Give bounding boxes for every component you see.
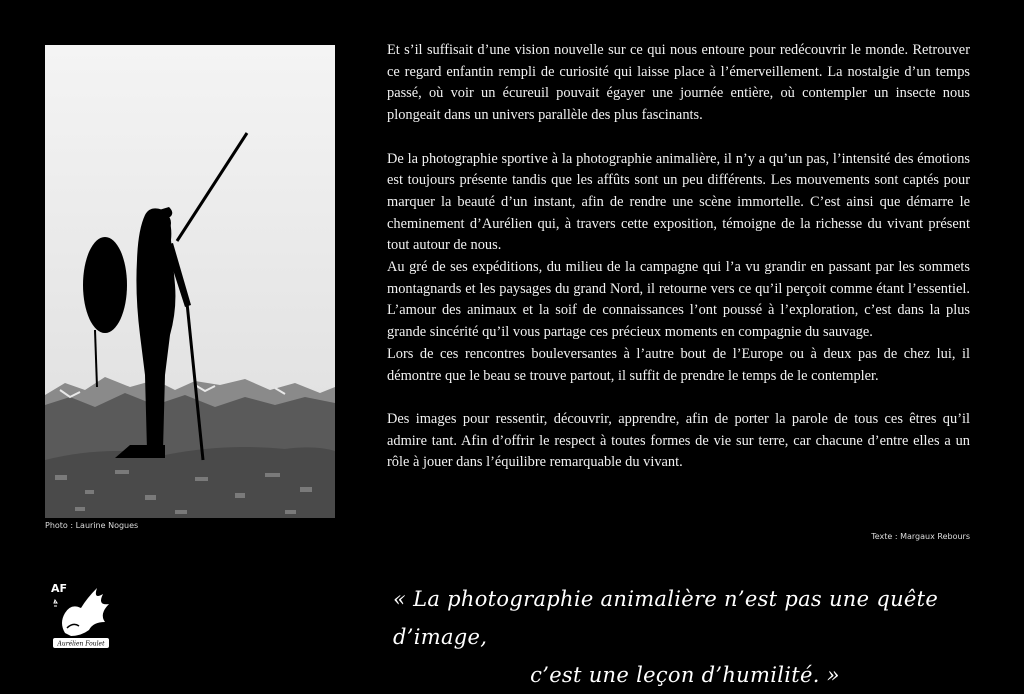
paragraph-gap <box>387 127 970 149</box>
closing-quote <box>385 580 985 694</box>
photo-credit: Photo : Laurine Nogues <box>45 521 139 530</box>
paragraph-3: Au gré de ses expéditions, du milieu de la campagne qui l’a vu grandir en passant par les sommets montagnards et les paysages du grand Nord, il retourne vers ce qu’il perçoit comme étant l’essentiel. L’amour des animaux et la soif de connaissances l’ont poussé à l’exploration, c’est dans la plus grande sincérité qu’il vous partage ces précieux moments en compagnie du sauvage. <box>387 259 970 341</box>
quote-line-1: « La photographie animalière n’est pas une quête d’image, <box>393 587 939 649</box>
quote-line-2: c’est une leçon d’humilité. » <box>530 663 840 687</box>
photographer-logo <box>45 578 117 652</box>
paragraph-5: Des images pour ressentir, découvrir, apprendre, afin de porter la parole de tous ces êtres qu’il admire tant. Afin d’offrir le respect à toutes formes de vie sur terre, car chacune d’entre elles a un rôle à jouer dans l’équilibre remarquable du vivant. <box>387 410 970 471</box>
paragraph-4: Lors de ces rencontres bouleversantes à l’autre bout de l’Europe ou à deux pas de chez lui, il démontre que le beau se trouve partout, il suffit de prendre le temps de le contempler. <box>387 345 970 384</box>
logo-initials: AF <box>51 582 68 595</box>
paragraph-1: Et s’il suffisait d’une vision nouvelle sur ce qui nous entoure pour redécouvrir le monde. Retrouver ce regard enfantin rempli de curiosité qui laisse place à l’émerveillement. La nostalgie d’un temps passé, où voir un écureuil pouvait égayer une journée entière, où contempler un insecte nous plongeait dans un univers parallèle des plus fascinants. <box>387 42 970 124</box>
body-text <box>387 40 970 474</box>
logo-signature: Aurélien Foulet <box>57 640 105 648</box>
paragraph-2: De la photographie sportive à la photographie animalière, il n’y a qu’un pas, l’intensité des émotions est toujours présente tandis que les affûts sont un peu différents. Les mouvements sont captés pour marquer la beauté d’un instant, afin de rendre une scène immortelle. C’est ainsi que démarre le cheminement d’Aurélien qui, à travers cette exposition, témoigne de la richesse du vivant présent tout autour de nous. <box>387 150 970 254</box>
hiker-photo <box>45 45 335 518</box>
paragraph-gap <box>387 387 970 409</box>
text-author: Texte : Margaux Rebours <box>871 532 970 541</box>
